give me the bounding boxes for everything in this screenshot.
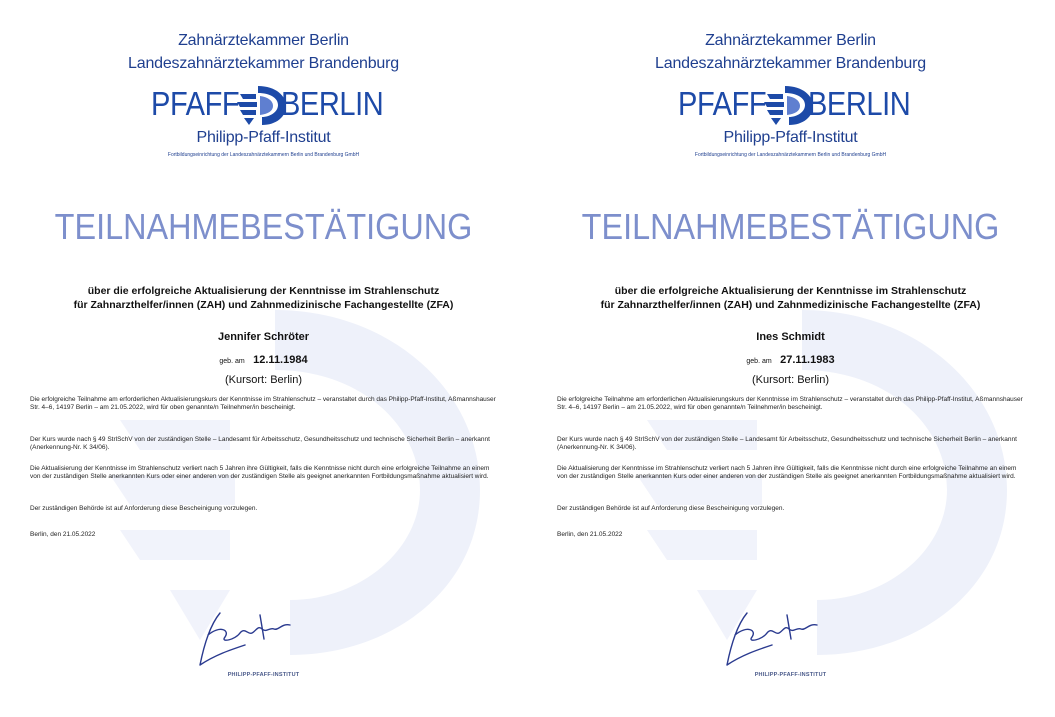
subtitle-line-2: für Zahnarzthelfer/innen (ZAH) und Zahnmedizinische Fachangestellte (ZFA) [600,299,981,311]
org-line-2: Landeszahnärztekammer Brandenburg [655,55,926,72]
issue-date: Berlin, den 21.05.2022 [557,531,623,538]
pfaff-berlin-logo [527,82,1054,126]
certificate-subtitle [0,284,527,312]
institute-subtitle: Fortbildungseinrichtung der Landeszahnärztekammern Berlin und Brandenburg GmbH [694,152,887,158]
course-place: (Kursort: Berlin) [224,374,303,386]
certificate-title: TEILNAHMEBESTÄTIGUNG [54,206,473,247]
birth-date-label: geb. am [219,358,245,365]
subtitle-line-1: über die erfolgreiche Aktualisierung der Kenntnisse im Strahlenschutz [87,285,440,297]
birth-date-value: 12.11.1984 [253,354,308,366]
certificate-right [527,0,1054,717]
subtitle-line-1: über die erfolgreiche Aktualisierung der Kenntnisse im Strahlenschutz [614,285,967,297]
certificate-subtitle [527,284,1054,312]
course-place: (Kursort: Berlin) [751,374,830,386]
org-line-2: Landeszahnärztekammer Brandenburg [128,55,399,72]
paragraph-recognition: Der Kurs wurde nach § 49 StrlSchV von der zuständigen Stelle – Landesamt für Arbeitsschutz, Gesundheitsschutz und technische Sicherheit Berlin – anerkannt (Anerkennung-Nr. K 34/06). [557,436,1017,451]
logo-word-pfaff: PFAFF [677,85,766,122]
pfaff-emblem-icon [759,84,815,126]
birth-date-row [527,350,1054,368]
issue-date: Berlin, den 21.05.2022 [30,531,96,538]
paragraph-authority: Der zuständigen Behörde ist auf Anforderung diese Bescheinigung vorzulegen. [30,505,258,512]
paragraph-participation: Die erfolgreiche Teilnahme am erforderlichen Aktualisierungskurs der Kenntnisse im Strahlenschutz – veranstaltet durch das Philipp-Pfaff-Institut, Aßmannshauser Str. 4–6, 14197 Berlin – am 21.05.2022, wird für oben genannte/n Teilnehmer/in bescheinigt. [557,396,1023,411]
pfaff-emblem-icon [232,84,288,126]
signature-icon [717,605,832,670]
institute-name: Philipp-Pfaff-Institut [723,129,858,146]
paragraph-recognition: Der Kurs wurde nach § 49 StrlSchV von der zuständigen Stelle – Landesamt für Arbeitsschutz, Gesundheitsschutz und technische Sicherheit Berlin – anerkannt (Anerkennung-Nr. K 34/06). [30,436,490,451]
signature-icon [190,605,305,670]
org-line-1: Zahnärztekammer Berlin [705,32,876,49]
subtitle-line-2: für Zahnarzthelfer/innen (ZAH) und Zahnmedizinische Fachangestellte (ZFA) [73,299,454,311]
birth-date-value: 27.11.1983 [780,354,835,366]
certificate-title: TEILNAHMEBESTÄTIGUNG [581,206,1000,247]
paragraph-validity: Die Aktualisierung der Kenntnisse im Strahlenschutz verliert nach 5 Jahren ihre Gültigkeit, falls die Kenntnisse nicht durch eine erfolgreiche Teilnahme an einem von der zuständigen Stelle anerkannten Kurs oder einer anderen von der zuständigen Stelle als geeignet anerkannten Fortbildungsmaßnahme aktualisiert wird. [557,465,1017,480]
logo-word-pfaff: PFAFF [150,85,239,122]
participant-name: Jennifer Schröter [217,331,310,343]
paragraph-authority: Der zuständigen Behörde ist auf Anforderung diese Bescheinigung vorzulegen. [557,505,785,512]
org-line-1: Zahnärztekammer Berlin [178,32,349,49]
birth-date-row [0,350,527,368]
birth-date-label: geb. am [746,358,772,365]
participant-name: Ines Schmidt [756,331,825,343]
paragraph-validity: Die Aktualisierung der Kenntnisse im Strahlenschutz verliert nach 5 Jahren ihre Gültigkeit, falls die Kenntnisse nicht durch eine erfolgreiche Teilnahme an einem von der zuständigen Stelle anerkannten Kurs oder einer anderen von der zuständigen Stelle als geeignet anerkannten Fortbildungsmaßnahme aktualisiert wird. [30,465,490,480]
paragraph-participation: Die erfolgreiche Teilnahme am erforderlichen Aktualisierungskurs der Kenntnisse im Strahlenschutz – veranstaltet durch das Philipp-Pfaff-Institut, Aßmannshauser Str. 4–6, 14197 Berlin – am 21.05.2022, wird für oben genannte/n Teilnehmer/in bescheinigt. [30,396,496,411]
logo-word-berlin: BERLIN [808,85,911,122]
signature-institute: PHILIPP-PFAFF-INSTITUT [754,672,827,678]
institute-name: Philipp-Pfaff-Institut [196,129,331,146]
institute-subtitle: Fortbildungseinrichtung der Landeszahnärztekammern Berlin und Brandenburg GmbH [167,152,360,158]
pfaff-berlin-logo [0,82,527,126]
certificate-left [0,0,527,717]
logo-word-berlin: BERLIN [281,85,384,122]
signature-institute: PHILIPP-PFAFF-INSTITUT [227,672,300,678]
